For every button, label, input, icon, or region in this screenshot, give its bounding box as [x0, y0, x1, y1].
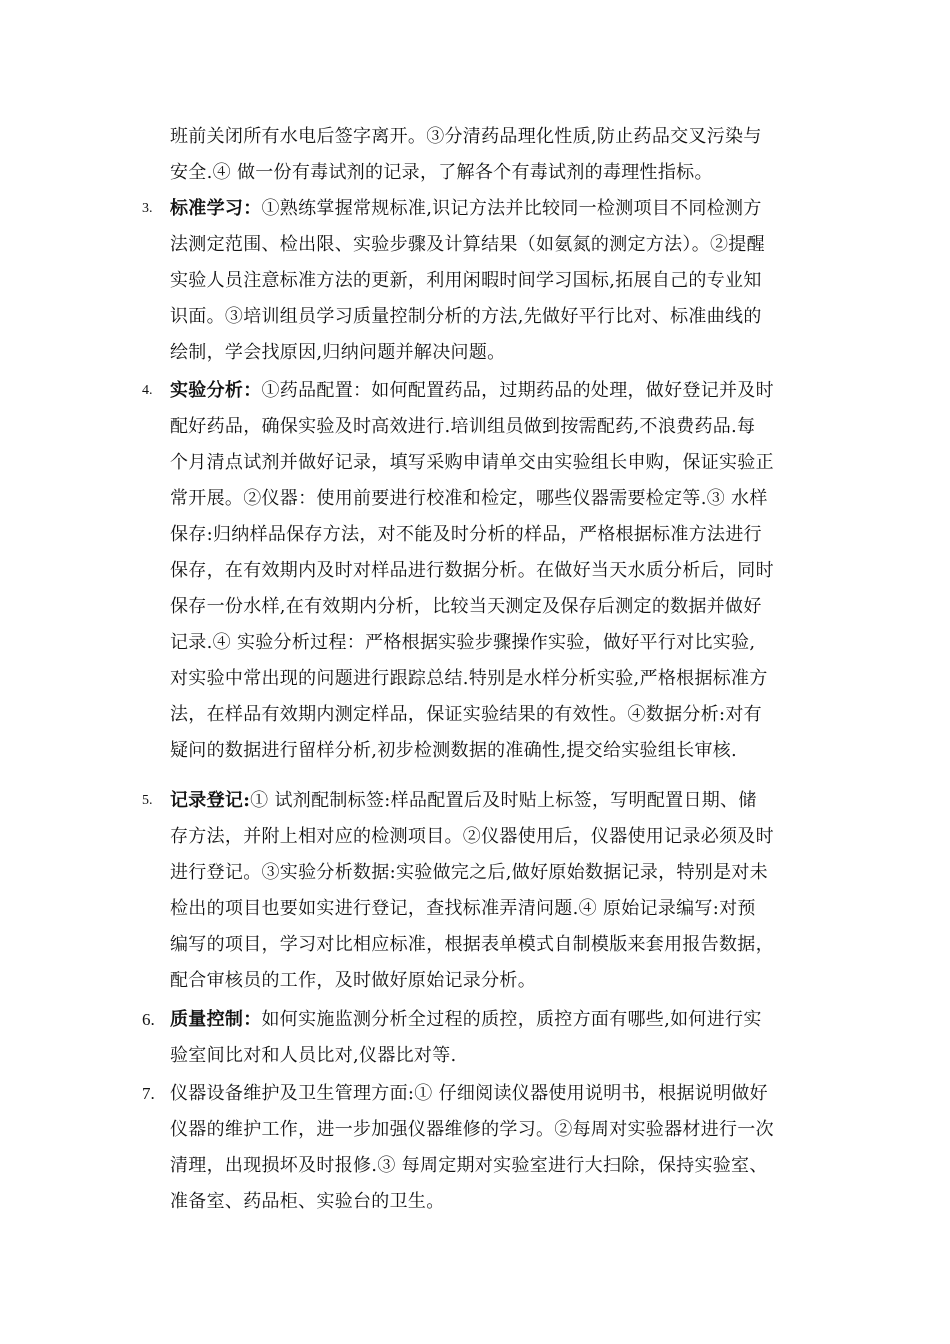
- text-line: 法，在样品有效期内测定样品，保证实验结果的有效性。④数据分析:对有: [170, 704, 762, 725]
- text-line: 清理，出现损坏及时报修.③ 每周定期对实验室进行大扫除，保持实验室、: [170, 1155, 768, 1176]
- text-line: 实验人员注意标准方法的更新，利用闲暇时间学习国标,拓展自己的专业知: [170, 270, 762, 291]
- item-heading: 实验分析：: [170, 380, 262, 401]
- item-text: ①药品配置：如何配置药品，过期药品的处理，做好登记并及时: [261, 380, 774, 401]
- text-line: 安全.④ 做一份有毒试剂的记录，了解各个有毒试剂的毒理性指标。: [170, 162, 713, 183]
- text-line: 配好药品，确保实验及时高效进行.培训组员做到按需配药,不浪费药品.每: [170, 416, 756, 437]
- text-line: 个月清点试剂并做好记录，填写采购申请单交由实验组长申购，保证实验正: [170, 452, 774, 473]
- item-text: ① 试剂配制标签:样品配置后及时贴上标签，写明配置日期、储: [250, 790, 757, 811]
- text-line: [170, 783, 757, 819]
- text-line: [170, 191, 762, 227]
- item-text: ①熟练掌握常规标准,识记方法并比较同一检测项目不同检测方: [261, 198, 762, 219]
- text-line: 编写的项目，学习对比相应标准，根据表单模式自制模版来套用报告数据，: [170, 934, 774, 955]
- text-line: 识面。③培训组员学习质量控制分析的方法,先做好平行比对、标准曲线的: [170, 306, 762, 327]
- list-item-number: 5.: [142, 793, 153, 808]
- text-line: 验室间比对和人员比对,仪器比对等.: [170, 1045, 457, 1066]
- text-line: 记录.④ 实验分析过程：严格根据实验步骤操作实验，做好平行对比实验,: [170, 632, 756, 653]
- text-line: 疑问的数据进行留样分析,初步检测数据的准确性,提交给实验组长审核.: [170, 740, 738, 761]
- text-line: 对实验中常出现的问题进行跟踪总结.特别是水样分析实验,严格根据标准方: [170, 668, 768, 689]
- text-line: [170, 1002, 762, 1038]
- text-line: 进行登记。③实验分析数据:实验做完之后,做好原始数据记录，特别是对未: [170, 862, 768, 883]
- text-line: 绘制，学会找原因,归纳问题并解决问题。: [170, 342, 506, 363]
- item-heading: 标准学习：: [170, 198, 262, 219]
- text-line: 存方法，并附上相对应的检测项目。②仪器使用后，仪器使用记录必须及时: [170, 826, 774, 847]
- text-line: 仪器的维护工作，进一步加强仪器维修的学习。②每周对实验器材进行一次: [170, 1119, 774, 1140]
- text-line: 保存一份水样,在有效期内分析，比较当天测定及保存后测定的数据并做好: [170, 596, 762, 617]
- text-line: 班前关闭所有水电后签字离开。③分清药品理化性质,防止药品交叉污染与: [170, 126, 762, 147]
- list-item-number: 7.: [142, 1084, 155, 1103]
- text-line: 法测定范围、检出限、实验步骤及计算结果（如氨氮的测定方法）。②提醒: [170, 234, 765, 255]
- text-line: 仪器设备维护及卫生管理方面:① 仔细阅读仪器使用说明书，根据说明做好: [170, 1083, 768, 1104]
- item-heading: 记录登记:: [170, 790, 251, 811]
- text-line: 保存，在有效期内及时对样品进行数据分析。在做好当天水质分析后，同时: [170, 560, 774, 581]
- item-heading: 质量控制：: [170, 1009, 262, 1030]
- text-line: 检出的项目也要如实进行登记，查找标准弄清问题.④ 原始记录编写:对预: [170, 898, 756, 919]
- item-text: 如何实施监测分析全过程的质控，质控方面有哪些,如何进行实: [261, 1009, 762, 1030]
- text-line: 准备室、药品柜、实验台的卫生。: [170, 1191, 445, 1212]
- list-item-number: 3.: [142, 201, 153, 216]
- text-line: 配合审核员的工作，及时做好原始记录分析。: [170, 970, 536, 991]
- text-line: 保存:归纳样品保存方法，对不能及时分析的样品，严格根据标准方法进行: [170, 524, 762, 545]
- text-line: 常开展。②仪器：使用前要进行校准和检定，哪些仪器需要检定等.③ 水样: [170, 488, 768, 509]
- text-line: [170, 373, 774, 409]
- list-item-number: 6.: [142, 1010, 155, 1029]
- list-item-number: 4.: [142, 383, 153, 398]
